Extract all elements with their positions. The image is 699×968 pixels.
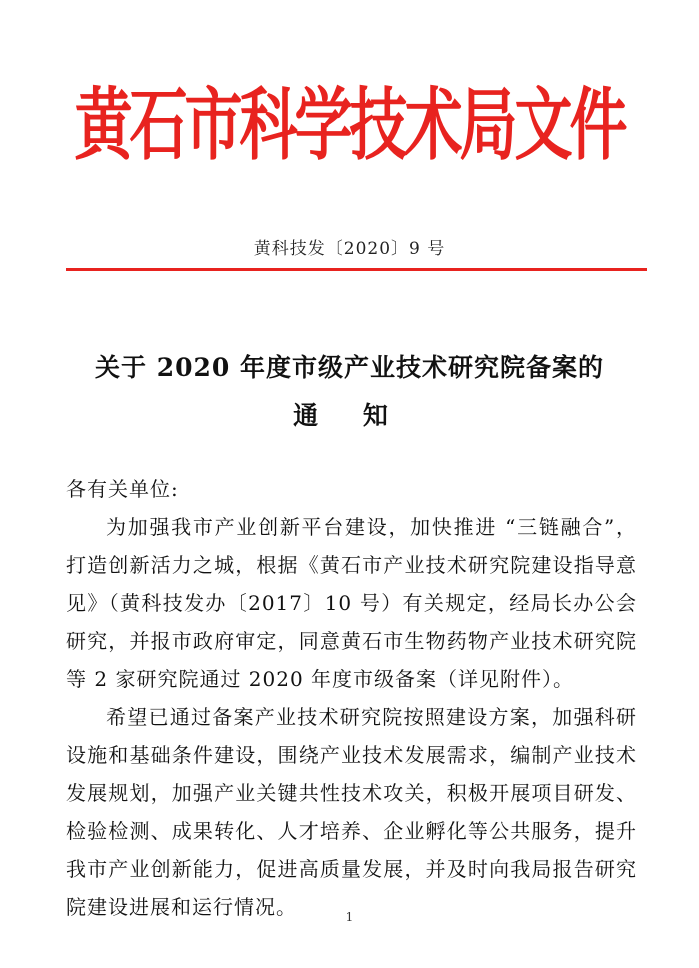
salutation: 各有关单位: xyxy=(66,477,179,501)
notice-title-line-2: 通 知 xyxy=(293,401,406,430)
notice-body xyxy=(66,508,637,926)
notice-title-line-1: 关于 2020 年度市级产业技术研究院备案的 xyxy=(95,353,604,382)
letterhead-title: 黄石市科学技术局文件 xyxy=(74,79,625,171)
page-number: 1 xyxy=(345,910,354,924)
red-divider-line xyxy=(66,268,647,271)
body-paragraph-2: 希望已通过备案产业技术研究院按照建设方案，加强科研设施和基础条件建设，围绕产业技术发展需求，编制产业技术发展规划，加强产业关键共性技术攻关，积极开展项目研发、检验检测、成果转化、人才培养、企业孵化等公共服务，提升我市产业创新能力，促进高质量发展，并及时向我局报告研究院建设进展和运行情况。 xyxy=(66,705,637,919)
document-number: 黄科技发〔2020〕9 号 xyxy=(253,239,446,259)
body-paragraph-1: 为加强我市产业创新平台建设，加快推进 “三链融合”，打造创新活力之城，根据《黄石市产业技术研究院建设指导意见》（黄科技发办〔2017〕10 号）有关规定，经局长办公会研究，并报市政府审定，同意黄石市生物药物产业技术研究院等 2 家研究院通过 2020 年度市级备案（详见附件）。 xyxy=(66,515,637,691)
